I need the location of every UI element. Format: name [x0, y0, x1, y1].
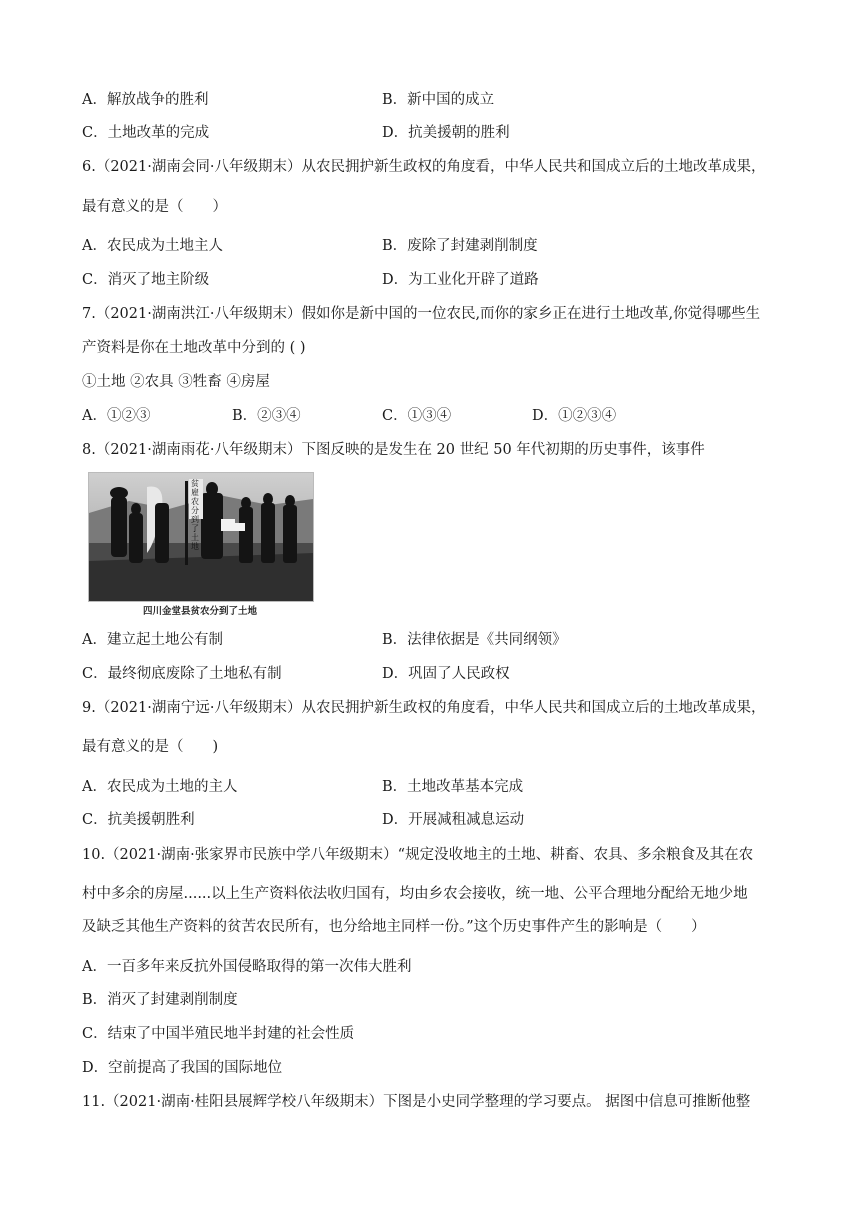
q10-stem-line2: 村中多余的房屋......以上生产资料依法收归国有，均由乡农会接收，统一地、公平合理地分配给无地少地: [82, 886, 748, 902]
q6-stem-line1: 6.（2021·湖南会同·八年级期末）从农民拥护新生政权的角度看，中华人民共和国成立后的土地改革成果，: [82, 159, 766, 175]
q6-stem-line2: 最有意义的是（ ）: [82, 199, 227, 215]
q11-stem-line1: 11.（2021·湖南·桂阳县展辉学校八年级期末）下图是小史同学整理的学习要点。 据图中信息可推断他整: [82, 1094, 751, 1110]
photo-caption: 四川金堂县贫农分到了土地: [142, 606, 257, 617]
photo-banner-text: 贫雇农分到了土地: [191, 479, 199, 551]
q9-option-b: B．土地改革基本完成: [382, 779, 524, 795]
q10-option-d: D．空前提高了我国的国际地位: [82, 1060, 283, 1076]
q7-option-c: C．①③④: [382, 408, 452, 424]
q5-option-d: D．抗美援朝的胜利: [382, 125, 510, 141]
q6-option-c: C．消灭了地主阶级: [82, 272, 210, 288]
q7-option-b: B．②③④: [232, 408, 301, 424]
q8-option-a: A．建立起土地公有制: [82, 632, 223, 648]
q8-option-d: D．巩固了人民政权: [382, 666, 510, 682]
q6-option-d: D．为工业化开辟了道路: [382, 272, 539, 288]
q10-option-c: C．结束了中国半殖民地半封建的社会性质: [82, 1026, 355, 1042]
q9-option-a: A．农民成为土地的主人: [82, 779, 238, 795]
q10-stem-line3: 及缺乏其他生产资料的贫苦农民所有，也分给地主同样一份。”这个历史事件产生的影响是（ ）: [82, 919, 706, 935]
q9-option-d: D．开展减租减息运动: [382, 812, 525, 828]
land-reform-photo-illustration: [89, 473, 313, 601]
q8-stem: 8.（2021·湖南雨花·八年级期末）下图反映的是发生在 20 世纪 50 年代初期的历史事件，该事件: [82, 442, 705, 458]
q10-option-a: A．一百多年来反抗外国侵略取得的第一次伟大胜利: [82, 959, 412, 975]
q7-option-d: D．①②③④: [532, 408, 617, 424]
q9-stem-line2: 最有意义的是（ ): [82, 739, 219, 755]
q7-items: ①土地 ②农具 ③牲畜 ④房屋: [82, 374, 270, 390]
q10-option-b: B．消灭了封建剥削制度: [82, 992, 238, 1008]
q9-stem-line1: 9.（2021·湖南宁远·八年级期末）从农民拥护新生政权的角度看，中华人民共和国成立后的土地改革成果，: [82, 700, 766, 716]
q7-stem-line2: 产资料是你在土地改革中分到的 ( ): [82, 340, 306, 356]
q10-stem-line1: 10.（2021·湖南·张家界市民族中学八年级期末）“规定没收地主的土地、耕畜、农具、多余粮食及其在农: [82, 847, 754, 863]
q6-option-a: A．农民成为土地主人: [82, 238, 223, 254]
q8-option-b: B．法律依据是《共同纲领》: [382, 632, 567, 648]
q7-stem-line1: 7.（2021·湖南洪江·八年级期末）假如你是新中国的一位农民,而你的家乡正在进行土地改革,你觉得哪些生: [82, 306, 761, 322]
q9-option-c: C．抗美援朝胜利: [82, 812, 195, 828]
q5-option-c: C．土地改革的完成: [82, 125, 210, 141]
q8-option-c: C．最终彻底废除了土地私有制: [82, 666, 282, 682]
q7-option-a: A．①②③: [82, 408, 151, 424]
q5-option-b: B．新中国的成立: [382, 92, 495, 108]
q6-option-b: B．废除了封建剥削制度: [382, 238, 538, 254]
q5-option-a: A．解放战争的胜利: [82, 92, 209, 108]
land-reform-photo: [88, 472, 314, 602]
